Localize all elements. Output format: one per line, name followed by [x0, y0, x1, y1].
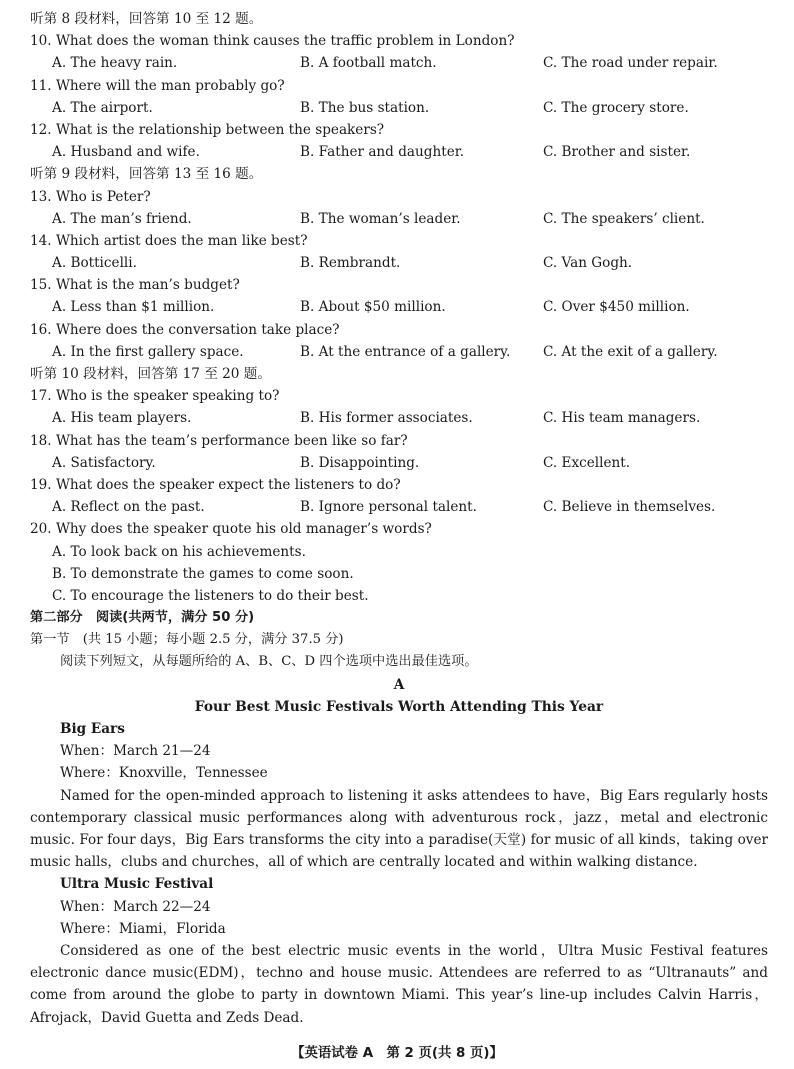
passage-title: Four Best Music Festivals Worth Attending This Year: [194, 698, 604, 715]
festival-name: Ultra Music Festival: [60, 876, 214, 893]
option-a: A. The airport.: [52, 99, 153, 116]
question-stem: 17. Who is the speaker speaking to?: [30, 388, 280, 405]
option-b: B. Ignore personal talent.: [300, 499, 477, 516]
option-a: A. In the first gallery space.: [52, 343, 244, 360]
question-stem: 16. Where does the conversation take place?: [30, 321, 340, 338]
page-footer: 【英语试卷 A 第 2 页(共 8 页)】: [291, 1046, 503, 1061]
option-a: A. Husband and wife.: [52, 144, 200, 161]
option-c: C. At the exit of a gallery.: [543, 343, 718, 360]
option-a: A. Botticelli.: [52, 255, 137, 272]
option-a: A. Reflect on the past.: [52, 499, 205, 516]
exam-page: [30, 8, 768, 1029]
option-c: C. Over $450 million.: [543, 299, 690, 316]
option-c: C. His team managers.: [543, 410, 701, 427]
option-b: B. Disappointing.: [300, 454, 420, 471]
question-group: [30, 30, 768, 163]
question-stem: 10. What does the woman think causes the traffic problem in London?: [30, 33, 515, 50]
options-row: [30, 496, 768, 518]
option-b: B. Rembrandt.: [300, 255, 401, 272]
options-row: [30, 97, 768, 119]
option-a: A. His team players.: [52, 410, 192, 427]
instruction: 阅读下列短文，从每题所给的 A、B、C、D 四个选项中选出最佳选项。: [60, 654, 478, 670]
option-b: B. A football match.: [300, 55, 437, 72]
option-b: B. About $50 million.: [300, 299, 446, 316]
options-row: [30, 141, 768, 163]
option-c: C. The speakers’ client.: [543, 210, 705, 227]
option-a: A. The heavy rain.: [52, 55, 178, 72]
option-b: B. The bus station.: [300, 99, 430, 116]
option-b: B. His former associates.: [300, 410, 473, 427]
question-stem: 19. What does the speaker expect the listeners to do?: [30, 476, 401, 493]
option-c: C. The road under repair.: [543, 55, 718, 72]
option-a: A. The man’s friend.: [52, 210, 192, 227]
options-row: [30, 341, 768, 363]
options-row: [30, 452, 768, 474]
passage-letter: A: [393, 676, 405, 693]
question-group: [30, 385, 768, 518]
festival-description: Considered as one of the best electric music events in the world，Ultra Music Festival features electronic dance music(EDM)，techno and house music. Attendees are referred to as “Ultranauts” and come from around the globe to party in downtown Miami. This year’s line-up includes Calvin Harris，Afrojack，David Guetta and Zeds Dead.: [30, 942, 768, 1026]
options-row: [30, 296, 768, 318]
festival-where: Where：Knoxville，Tennessee: [60, 765, 268, 782]
question-stem: 18. What has the team’s performance been like so far?: [30, 432, 408, 449]
options-row: [30, 252, 768, 274]
question-stem: 12. What is the relationship between the speakers?: [30, 121, 385, 138]
group-intro: 听第 10 段材料，回答第 17 至 20 题。: [30, 366, 271, 382]
option-b: B. At the entrance of a gallery.: [300, 343, 511, 360]
question-20-option-b: B. To demonstrate the games to come soon.: [52, 565, 354, 582]
part-title: 第二部分 阅读(共两节，满分 50 分): [30, 610, 255, 626]
section-title: 第一节 (共 15 小题；每小题 2.5 分，满分 37.5 分): [30, 632, 344, 648]
question-20-stem: 20. Why does the speaker quote his old manager’s words?: [30, 521, 432, 538]
group-intro: 听第 9 段材料，回答第 13 至 16 题。: [30, 166, 263, 183]
option-c: C. Van Gogh.: [543, 255, 633, 272]
options-row: [30, 407, 768, 429]
option-c: C. Brother and sister.: [543, 144, 691, 161]
question-20-option-a: A. To look back on his achievements.: [52, 543, 306, 560]
option-c: C. The grocery store.: [543, 99, 689, 116]
group-intro: 听第 8 段材料，回答第 10 至 12 题。: [30, 11, 263, 27]
question-group: [30, 186, 768, 364]
festival-where: Where：Miami，Florida: [60, 920, 226, 937]
option-b: B. Father and daughter.: [300, 144, 465, 161]
option-a: A. Satisfactory.: [52, 454, 156, 471]
option-c: C. Excellent.: [543, 454, 631, 471]
festival-description: Named for the open-minded approach to listening it asks attendees to have，Big Ears regularly hosts contemporary classical music performances along with adventurous rock，jazz，metal and electronic music. For four days，Big Ears transforms the city into a paradise(天堂) for music of all kinds，taking over music halls，clubs and churches，all of which are centrally located and within walking distance.: [30, 787, 768, 871]
festival-when: When：March 22—24: [60, 898, 211, 915]
option-b: B. The woman’s leader.: [300, 210, 461, 227]
option-c: C. Believe in themselves.: [543, 499, 716, 516]
question-stem: 15. What is the man’s budget?: [30, 277, 240, 294]
question-stem: 11. Where will the man probably go?: [30, 77, 285, 94]
festival-when: When：March 21—24: [60, 743, 211, 760]
options-row: [30, 52, 768, 74]
question-20-option-c: C. To encourage the listeners to do their best.: [52, 587, 369, 604]
question-stem: 13. Who is Peter?: [30, 188, 151, 205]
festival-name: Big Ears: [60, 721, 125, 737]
question-stem: 14. Which artist does the man like best?: [30, 232, 308, 249]
option-a: A. Less than $1 million.: [52, 299, 215, 316]
options-row: [30, 208, 768, 230]
